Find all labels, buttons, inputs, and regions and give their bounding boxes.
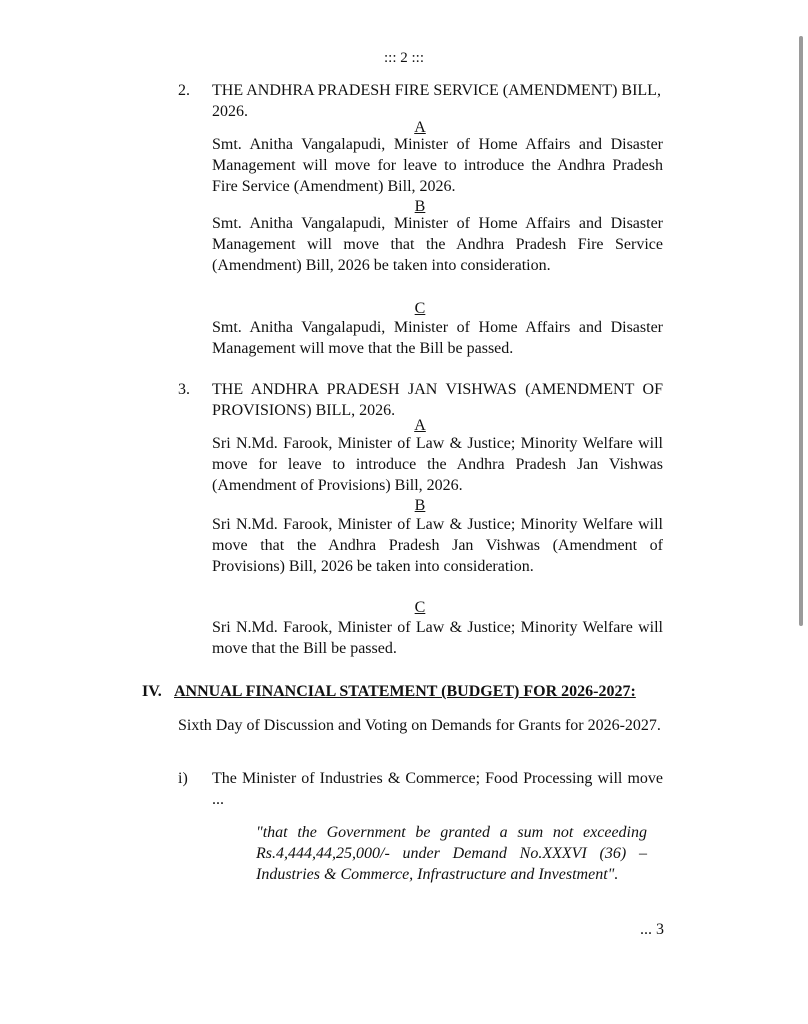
motion-text: Sri N.Md. Farook, Minister of Law & Justice; Minority Welfare will move that the Andhra Pradesh Jan Vishwas (Amendment of Provisions) Bill, 2026 be taken into consideration. xyxy=(212,516,663,575)
motion-text: Smt. Anitha Vangalapudi, Minister of Home Affairs and Disaster Management will move for leave to introduce the Andhra Pradesh Fire Service (Amendment) Bill, 2026. xyxy=(212,136,663,195)
part-letter: B xyxy=(414,497,426,514)
scrollbar[interactable] xyxy=(799,36,803,626)
part-letter: C xyxy=(414,300,426,317)
part-letter: B xyxy=(414,198,426,215)
page-number: ::: 2 ::: xyxy=(383,50,424,66)
demand-motion: "that the Government be granted a sum not exceeding Rs.4,444,44,25,000/- under Demand No.XXXVI (36) – Industries & Commerce, Infrastructure and Investment". xyxy=(256,824,647,883)
continuation-marker: ... 3 xyxy=(640,921,664,938)
motion-text: Sri N.Md. Farook, Minister of Law & Justice; Minority Welfare will move for leave to introduce the Andhra Pradesh Jan Vishwas (Amendment of Provisions) Bill, 2026. xyxy=(212,435,663,494)
subitem-number: i) xyxy=(178,770,188,787)
subitem-text: The Minister of Industries & Commerce; Food Processing will move ... xyxy=(212,770,663,808)
section-intro: Sixth Day of Discussion and Voting on Demands for Grants for 2026-2027. xyxy=(178,717,661,734)
item-number: 2. xyxy=(178,82,190,99)
bill-title: THE ANDHRA PRADESH JAN VISHWAS (AMENDMENT OF PROVISIONS) BILL, 2026. xyxy=(212,381,663,419)
part-letter: C xyxy=(414,599,426,616)
part-letter: A xyxy=(414,417,426,434)
section-number: IV. xyxy=(142,683,162,700)
motion-text: Smt. Anitha Vangalapudi, Minister of Home Affairs and Disaster Management will move that the Andhra Pradesh Fire Service (Amendment) Bill, 2026 be taken into consideration. xyxy=(212,215,663,274)
item-number: 3. xyxy=(178,381,190,398)
motion-text: Sri N.Md. Farook, Minister of Law & Justice; Minority Welfare will move that the Bill be passed. xyxy=(212,619,663,657)
part-letter: A xyxy=(414,119,426,136)
bill-title: THE ANDHRA PRADESH FIRE SERVICE (AMENDMENT) BILL, 2026. xyxy=(212,82,661,120)
motion-text: Smt. Anitha Vangalapudi, Minister of Home Affairs and Disaster Management will move that the Bill be passed. xyxy=(212,319,663,357)
section-title: ANNUAL FINANCIAL STATEMENT (BUDGET) FOR 2026-2027: xyxy=(174,683,636,700)
